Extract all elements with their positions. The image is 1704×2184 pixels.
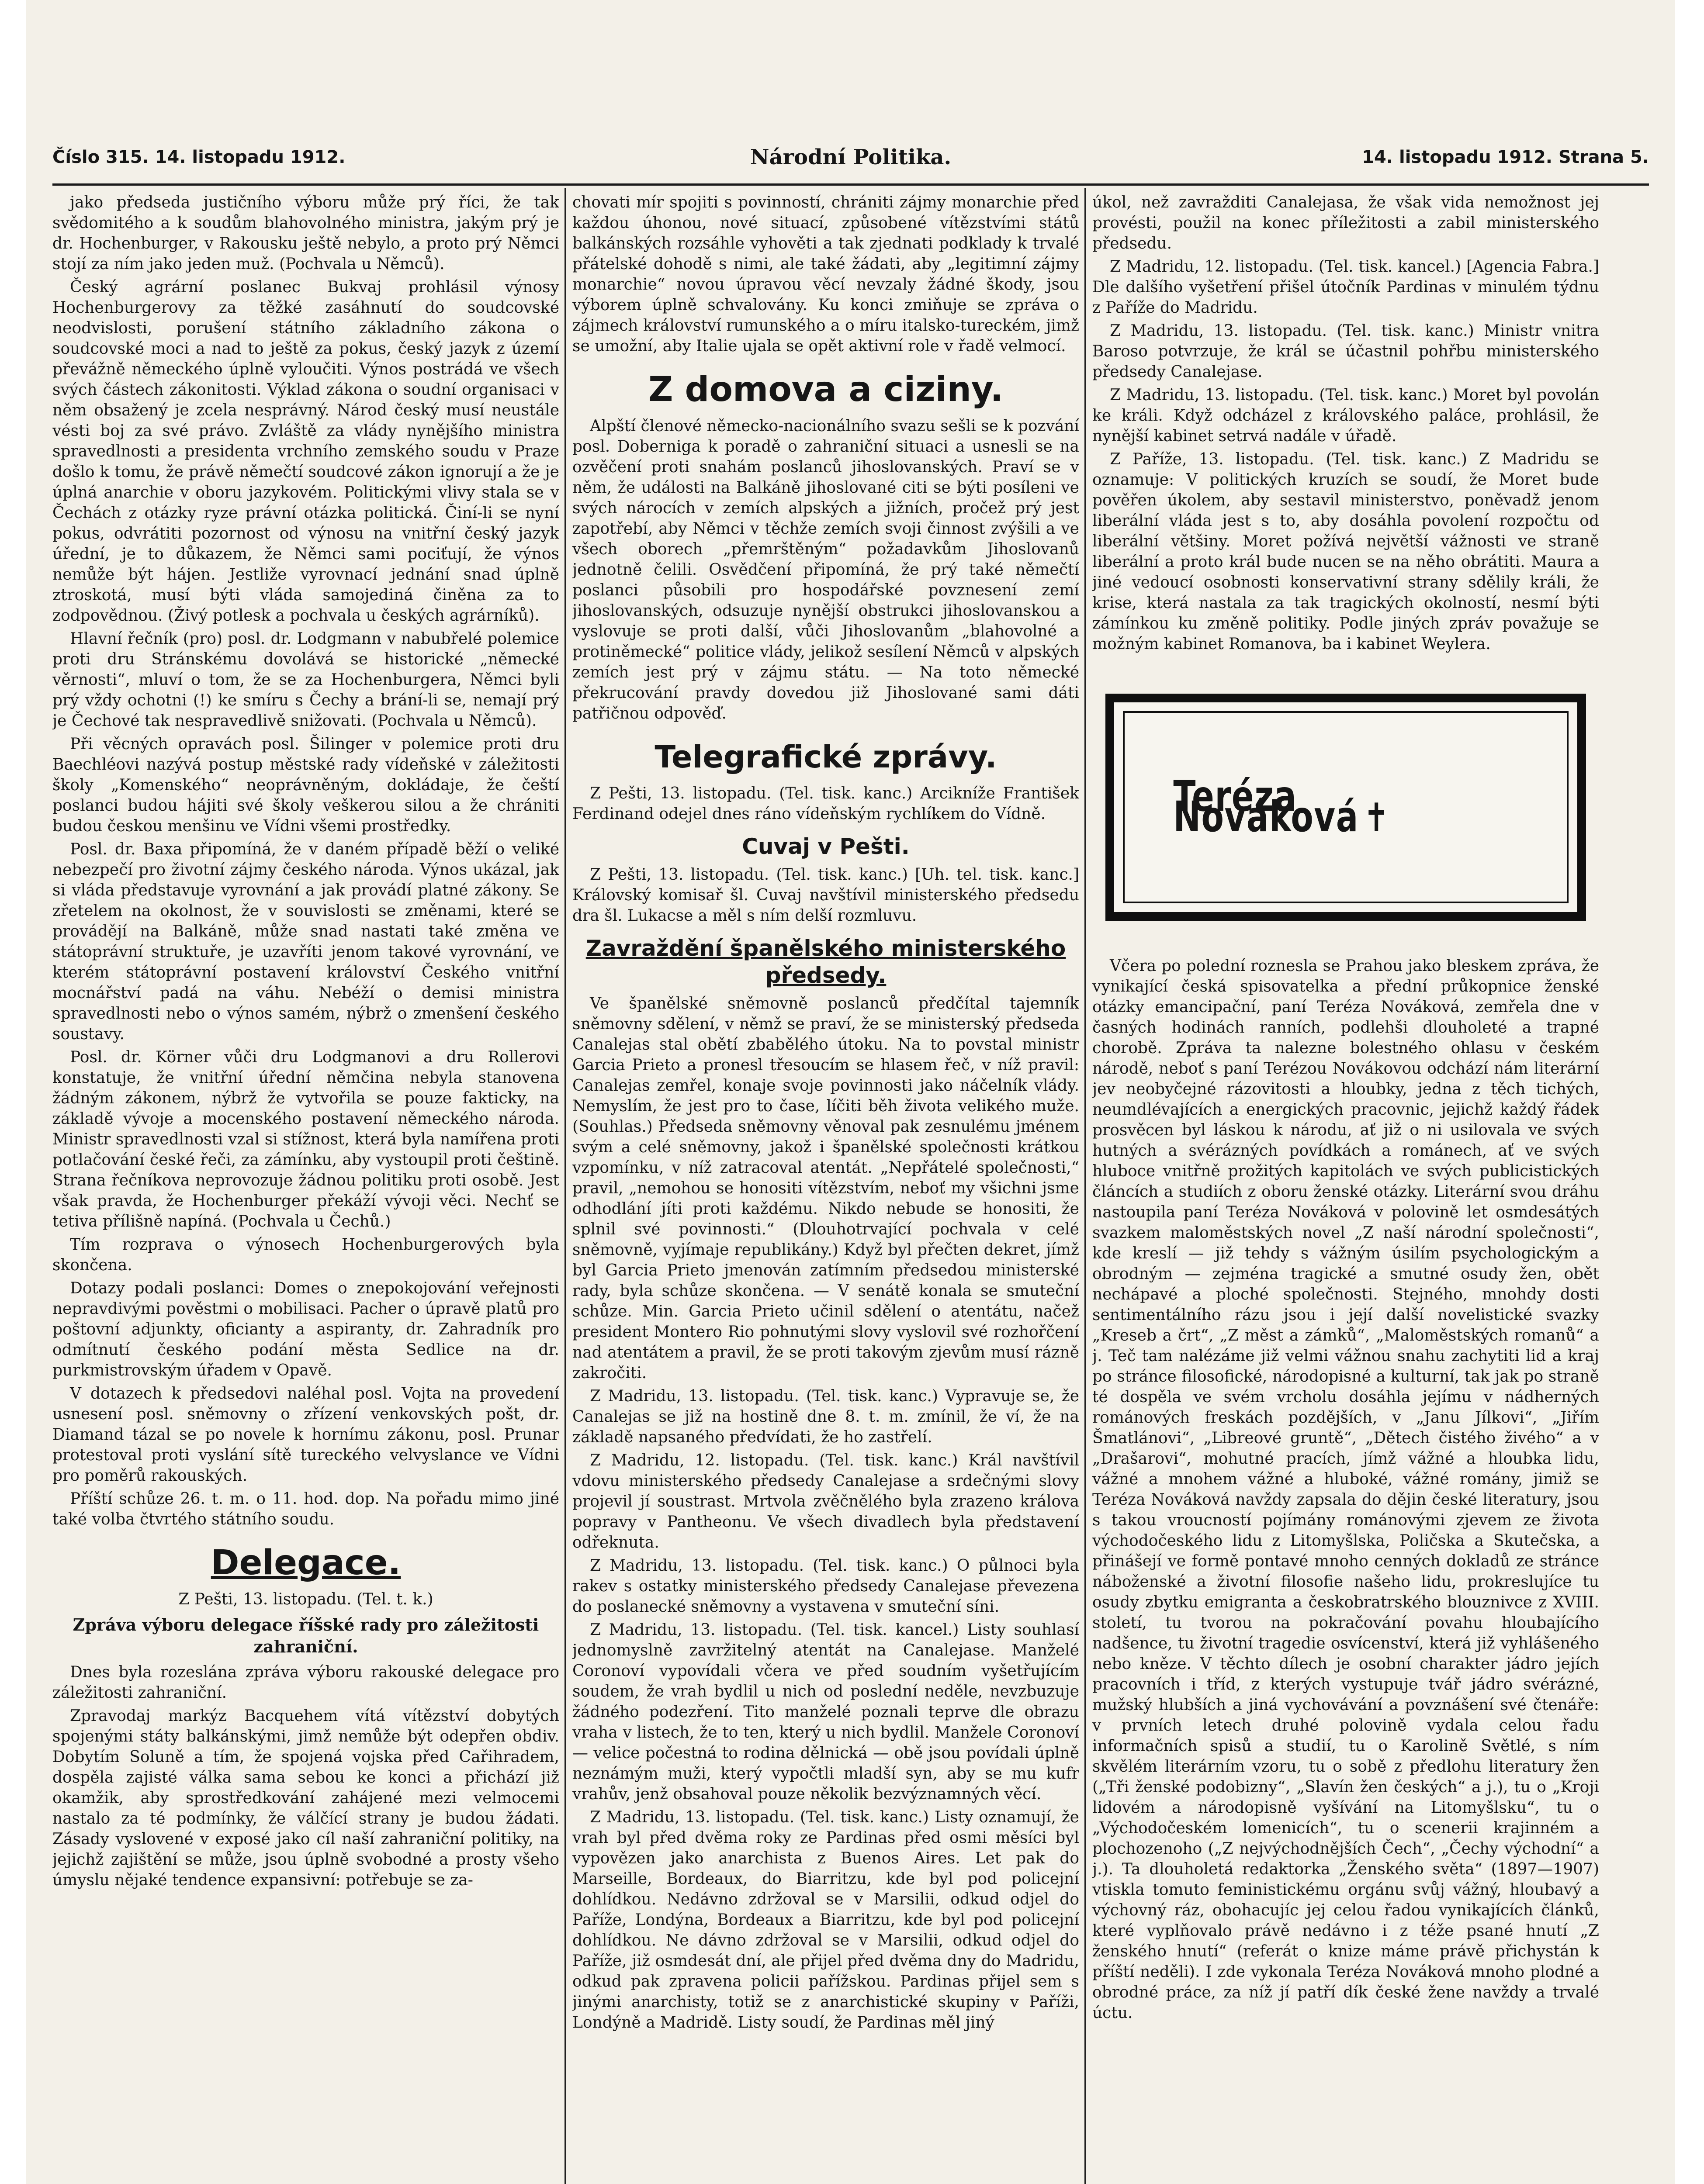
dateline: Z Pešti, 13. listopadu. (Tel. t. k.)	[178, 1590, 433, 1608]
article-paragraph: Posl. dr. Körner vůči dru Lodgmanovi a dru Rollerovi konstatuje, že vnitřní úřední němčina nebyla stanovena žádným zákonem, nýbrž že vytvořila se pouze fakticky, na základě vývoje a mocenského postavení německého národa. Ministr spravedlnosti vzal si stížnost, která byla namířena proti potlačování české řeči, za zámínku, aby vystoupil proti češtině. Strana řečníkova neprovozuje žádnou politiku proti osobě. Jest však pravda, že Hochenburger překáží vývoji věci. Nechť se tetiva přílišně napíná. (Pochvala u Čechů.)	[52, 1048, 559, 1230]
article-paragraph: V dotazech k předsedovi naléhal posl. Vojta na provedení usnesení posl. sněmovny o zřízení venkovských pošt, dr. Diamand tázal se po novele k hornímu zákonu, posl. Prunar protestoval proti vyslání sítě tureckého velvyslance ve Vídni pro poměrů rakouských.	[52, 1385, 559, 1485]
article-paragraph: Z Pešti, 13. listopadu. (Tel. tisk. kanc.) [Uh. tel. tisk. kanc.] Královský komisař šl. Cuvaj navštívil ministerského předsedu dra šl. Lukacse a měl s ním delší rozmluvu.	[572, 866, 1079, 925]
issue-number: Číslo 315. 14. listopadu 1912.	[52, 147, 346, 167]
obituary-frame	[1123, 711, 1569, 903]
article-subheading: Zpráva výboru delegace říšské rady pro záležitosti zahraniční.	[73, 1615, 539, 1656]
article-paragraph: Z Madridu, 12. listopadu. (Tel. tisk. kanc.) Král navštívil vdovu ministerského předsedy Canalejase a srdečnými slovy projevil jí soustrast. Mrtvola zvěčnělého byla zrazeno králova popravy v Pantheonu. Ve všech divadlech byla představení odřeknuta.	[572, 1451, 1079, 1552]
article-subheading: Cuvaj v Pešti.	[742, 834, 910, 859]
article-paragraph: Zpravodaj markýz Bacquehem vítá vítězství dobytých spojenými státy balkánskými, jimž nemůže být odepřen obdiv. Dobytím Soluně a tím, že spojená vojska před Cařihradem, dospěla zajisté válka sama sebou ke konci a přichází již okamžik, aby sprostředkování zahájené mezi velmocemi nastalo za té podmínky, že válčící strany je budou žádati. Zásady vyslovené v exposé jako cíl naší zahraniční politiky, na jejichž zajištění se může, jsou úplně svobodné a prosty všeho úmyslu nějaké tendence expansivní: potřebuje se za-	[52, 1707, 559, 1889]
obituary-box	[1105, 694, 1586, 921]
article-paragraph: Včera po polední roznesla se Prahou jako bleskem zpráva, že vynikající česká spisovatelka a přední průkopnice ženské otázky emancipační, paní Teréza Nováková, zemřela dne v časných hodinách ranních, podlehši dlouholeté a trapné chorobě. Zpráva ta nalezne bolestného ohlasu v českém národě, neboť s paní Terézou Novákovou odchází nám literární jev neobyčejné rázovitosti a hloubky, jedna z těch tichých, neumdlévajících a energických pracovnic, jejichž každý řádek prosvěcen byl láskou k národu, ať již o ni usilovala ve svých hutných a svérázných povídkách a románech, ať ve svých hluboce vnitřně prožitých kapitolách ve svých publicistických článcích a studiích z oboru ženské otázky. Literární svou dráhu nastoupila paní Teréza Nováková v polovině let osmdesátých svazkem maloměstských novel „Z naší národní společnosti“, kde kreslí — již tehdy s vážným úsilím psychologickým a obrodným — zejména tragické a smutné osudy žen, obět nechápavé a ploché společnosti. Stejného, mnohdy dosti sentimentálního rázu jsou i její další novelistické svazky „Kreseb a črt“, „Z měst a zámků“, „Maloměstských romanů“ a j. Teč tam nalézáme již velmi vážnou snahu zachytiti lid a kraj po stránce filosofické, národopisné a kulturní, tak jak po straně té dospěla ve svém vrcholu dosáhla jejímu v nádherných románových freskách pozdějších, v „Janu Jílkovi“, „Jiřím Šmatlánovi“, „Libreové gruntě“, „Dětech čistého živého“ a v „Drašarovi“, mohutné pracích, jímž vážné a hloubka lidu, vážné a mnohem vážné a hluboké, vážné romány, jimiž se Teréza Nováková navždy zapsala do dějin české literatury, jsou s takou vroucností pojímány románovými zjevem ze života východočeského lidu z Litomyšlska, Poličska a Skutečska, a přinášejí ve formě pontavé mnoho cenných dokladů ze stránce náboženské a životní filosofie našeho lidu, prokreslujíce tu osudy zbytku emigranta a českobratrského blouznivce z XVIII. století, tu tvorou na pokračování povahu hloubajícího nadšence, tu životní tragedie osvícenství, která již vyhlášeného nebo kněze. V těchto dílech je osobní charakter jádro jejích pracovních i tříd, z kterých vystupuje tvář jádro svérázné, mužský hlubších a jiná vychovávání a povznášení své čtenáře: v prvních letech druhé polovině vydala celou řadu informačních spisů a studií, tu o Karolině Světlé, s ním skvělém literárním vzoru, tu o sobě z předlohu literatury žen („Tři ženské podobizny“, „Slavín žen českých“ a j.), tu o „Kroji lidovém a národopisně vyšívání na Litomyšlsku“, tu o „Východočeském lomenicích“, tu o scenerii krajinném a plochozenoho („Z nejvýchodnějších Čech“, „Čechy východní“ a j.). Ta dlouholetá redaktorka „Ženského světa“ (1897—1907) vtiskla tomuto feministickému orgánu svůj vážný, hloubavý a výchovný ráz, obohacujíc jej celou řadou vynikajících článků, které vyplňovalo právě nedávno i z téže psané hnutí „Z ženského hnutí“ (referát o knize máme právě přichystán k příští neděli). I zde vykonala Teréza Nováková mnoho plodné a obrodné práce, za níž jí patří dík české žene navždy a trvalé úctu.	[1092, 957, 1599, 2022]
article-paragraph: chovati mír spojiti s povinností, chrániti zájmy monarchie před každou úhonou, nové situací, způsobené vítězstvími států balkánských rozsáhle vyhověti a tak zjednati podklady k trvalé přátelské dohodě s nimi, ale také žádati, aby „legitimní zájmy monarchie“ novou úpravou věcí nevzaly žádné škody, jsou výborem úplně schvalovány. Ku konci zmiňuje se zpráva o zájmech království rumunského a o míru italsko-tureckém, jimž se umožní, aby Italie ujala se opět aktivní role v řadě velmocí.	[572, 194, 1079, 355]
article-paragraph: Při věcných opravách posl. Šilinger v polemice proti dru Baechléovi nazývá postup městské rady vídeňské v záležitosti školy „Komenského“ neoprávněným, dokládaje, že čeští poslanci budou hájiti své školy veškerou silou a že chrániti budou českou menšinu ve Vídni všemi prostředky.	[52, 735, 559, 835]
column-rule	[565, 188, 566, 2184]
article-paragraph: Z Madridu, 13. listopadu. (Tel. tisk. kancel.) Listy souhlasí jednomyslně zavržitelný atentát na Canalejase. Manželé Coronoví vypovídali včera ve před soudním vyšetřujícím soudem, že vrah bydlil u nich od poslední neděle, nevzbuzuje žádného podezření. Tito manželé poznali teprve dle obrazu vraha v listech, že to ten, který u nich bydlil. Manžele Coronoví — velice počestná to rodina dělnická — obě jsou povídali úplně neznámým muži, který vypočtli mladší syn, aby se mu kufr vrahův, jenž obsahoval pouze několik bezvýznamných věcí.	[572, 1621, 1079, 1803]
article-paragraph: Z Madridu, 13. listopadu. (Tel. tisk. kanc.) Vypravuje se, že Canalejas se již na hostině dne 8. t. m. zmínil, že ví, že na základě napsaného předvídati, že ho zastřelí.	[572, 1387, 1079, 1446]
article-paragraph: Z Madridu, 13. listopadu. (Tel. tisk. kanc.) Moret byl povolán ke králi. Když odcházel z královského paláce, prohlásil, že nynější kabinet setrvá nadále v úřadě.	[1092, 386, 1599, 445]
column-1	[52, 192, 559, 2184]
page-masthead	[52, 131, 1649, 186]
article-paragraph: jako předseda justičního výboru může prý říci, že tak svědomitého a k soudům blahovolného ministra, jakým prý je dr. Hochenburger, v Rakousku ještě nebylo, a proto prý Němci stojí za ním jako jeden muž. (Pochvala u Němců).	[52, 194, 559, 273]
article-paragraph: Alpští členové německo-nacionálního svazu sešli se k pozvání posl. Doberniga k poradě o zahraniční situaci a usnesli se na ozvěčení proti snahám poslanců jihoslovanských. Praví se v něm, že události na Balkáně jihoslované citi se býti posíleni ve svých nárocích v zemích alpských a jižních, pročež prý jest zapotřebí, aby Němci v těchže zemích svoji činnost zvýšili a ve všech oborech „přemrštěným“ požadavkům Jihoslovanů jednotně čelili. Osvědčení připomíná, že prý také němečtí poslanci působili pro hospodářské povznesení zemí jihoslovanských, odsuzuje nynější obstrukci jihoslovanskou a vyslovuje se proti další, vůči Jihoslovanům „blahovolné a protiněmecké“ politice vlády, jelikož sesílení Němců v alpských zemích jest prý v zájmu státu. — Na toto německé překrucování pravdy dovedou již Jihoslované sami dáti patřičnou odpověď.	[572, 417, 1079, 722]
newspaper-page	[26, 0, 1675, 2184]
section-heading-z-domova: Z domova a ciziny.	[648, 370, 1004, 409]
section-heading-delegace: Delegace.	[211, 1543, 401, 1583]
article-paragraph: Český agrární poslanec Bukvaj prohlásil výnosy Hochenburgerovy za těžké zasáhnutí do soudcovské neodvislosti, porušení státního základního zákona o soudcovské moci a nad to ještě za pokus, český jazyk z území převážně německého úplně vyloučiti. Výnos postrádá ve všech svých částech zákonitosti. Výklad zákona o soudní organisaci v něm obsažený je zcela nesprávný. Národ český musí neustále vésti boj za své právo. Zvláště za vlády nynějšího ministra spravedlnosti a presidenta vrchního zemského soudu v Praze došlo k tomu, že právě němečtí soudcové zákon ignorují a že je úplná anarchie v oboru jazykovém. Politickými vlivy stala se v Čechách z otázky ryze právní otázka politická. Činí-li se nyní pokus, odvrátiti pozornost od výnosu na vnitřní český jazyk úřední, je to důkazem, že Němci sami pociťují, že výnos nemůže být hájen. Jestliže vyrovnací jednání snad úplně ztroskotá, musí býti vláda samojediná činěna za to zodpovědnou. (Živý potlesk a pochvala u českých agrárníků).	[52, 278, 559, 625]
article-paragraph: Tím rozprava o výnosech Hochenburgerových byla skončena.	[52, 1236, 559, 1274]
article-paragraph: Z Madridu, 12. listopadu. (Tel. tisk. kancel.) [Agencia Fabra.] Dle dalšího vyšetření přišel útočník Pardinas v minulém týdnu z Paříže do Madridu.	[1092, 258, 1599, 317]
article-paragraph: Z Madridu, 13. listopadu. (Tel. tisk. kanc.) Listy oznamují, že vrah byl před dvěma roky ze Pardinas před osmi měsíci byl vypovězen jako anarchista z Buenos Aires. Let pak do Marseille, Bordeaux, do Biarritzu, kde byl pod policejní dohlídkou. Nedávno zdržoval se v Marsilii, odkud odjel do Paříže, Londýna, Bordeaux a Biarritzu, kde byl pod policejní dohlídkou. Ne dávno zdržoval se v Marsilii, odkud odjel do Paříže, již osmdesát dní, ale přijel před dvěma dny do Madridu, odkud pak zpravena policii pařížskou. Pardinas přijel sem s jinými anarchisty, totiž se z anarchistické skupiny v Paříži, Londýně a Madridě. Listy soudí, že Pardinas měl jiný	[572, 1808, 1079, 2032]
article-paragraph: Hlavní řečník (pro) posl. dr. Lodgmann v nabubřelé polemice proti dru Stránskému dovolává se historické „německé věrnosti“, mluví o tom, že se za Hochenburgera, Němci byli prý vždy ochotni (!) ke smíru s Čechy a brání-li se, nemají prý je Čechové tak nespravedlivě snižovati. (Pochvala u Němců).	[52, 630, 559, 730]
obituary-name	[1173, 772, 1518, 841]
article-paragraph: úkol, než zavražditi Canalejasa, že však vida nemožnost jej provésti, použil na konec příležitosti a zabil ministerského předsedu.	[1092, 194, 1599, 252]
article-paragraph: Z Madridu, 13. listopadu. (Tel. tisk. kanc.) O půlnoci byla rakev s ostatky ministerského předsedy Canalejase převezena do poslanecké sněmovny a vystavena v smuteční síni.	[572, 1557, 1079, 1616]
article-paragraph: Příští schůze 26. t. m. o 11. hod. dop. Na pořadu mimo jiné také volba čtvrtého státního soudu.	[52, 1490, 559, 1528]
cross-icon: ✝	[1363, 795, 1390, 841]
column-rule	[1084, 188, 1086, 2184]
article-paragraph: Posl. dr. Baxa připomíná, že v daném případě běží o veliké nebezpečí pro životní zájmy českého národa. Výnos ukázal, jak si vláda představuje vyrovnání a jak provádí platné zákony. Se zřetelem na okolnost, že v souvislosti se změnami, které se provádějí na Balkáně, může snad nastati také změna ve státoprávní struktuře, je uzavříti jenom takové vyrovnání, ve kterém státoprávní postavení království Českého vnitřní mocnářství padá na váhu. Nebéží o demisi ministra spravedlnosti nebo o výnos samém, nýbrž o zmenšení českého soustavy.	[52, 840, 559, 1043]
article-paragraph: Z Madridu, 13. listopadu. (Tel. tisk. kanc.) Ministr vnitra Baroso potvrzuje, že král se účastnil pohřbu ministerského předsedy Canalejase.	[1092, 322, 1599, 381]
column-3	[1092, 192, 1599, 2184]
article-paragraph: Dnes byla rozeslána zpráva výboru rakouské delegace pro záležitosti zahraniční.	[52, 1663, 559, 1702]
article-paragraph: Dotazy podali poslanci: Domes o znepokojování veřejnosti nepravdivými pověstmi o mobilisaci. Pacher o úpravě platů pro poštovní adjunkty, oficianty a aspiranty, dr. Zahradník pro odmítnutí českého podání města Sedlice na dr. purkmistrovským úřadem v Opavě.	[52, 1279, 559, 1379]
page-date-number: 14. listopadu 1912. Strana 5.	[1362, 147, 1649, 167]
article-subheading: Zavraždění španělského ministerského předsedy.	[585, 936, 1066, 988]
newspaper-title: Národní Politika.	[750, 145, 952, 169]
column-2	[572, 192, 1079, 2184]
section-heading-telegraficke: Telegrafické zprávy.	[655, 739, 997, 775]
article-paragraph: Z Pešti, 13. listopadu. (Tel. tisk. kanc.) Arcikníže František Ferdinand odejel dnes ráno vídeňským rychlíkem do Vídně.	[572, 784, 1079, 823]
article-paragraph: Ve španělské sněmovně poslanců předčítal tajemník sněmovny sdělení, v němž se praví, že se ministerský předseda Canalejas stal obětí zbabělého útoku. Na to povstal ministr Garcia Prieto a pronesl třesoucím se hlasem řeč, v níž pravil: Canalejas zemřel, konaje svoje povinnosti jako náčelník vlády. Nemyslím, že jest pro to čase, líčiti běh života velikého muže. (Souhlas.) Předseda sněmovny věnoval pak zesnulému jménem svým a celé sněmovny, jakož i španělské společnosti krátkou vzpomínku, v níž zatracoval atentát. „Nepřátelé společnosti,“ pravil, „nemohou se honositi vítězstvím, neboť my všichni jsme odhodlání jíti proti každému. Nikdo nebude se honositi, že splnil své povinnosti.“ (Dlouhotrvající pochvala v celé sněmovně, vyjímaje republikány.) Když byl přečten dekret, jímž byl Garcia Prieto jmenován zatímním předsedou ministerské rady, byla schůze skončena. — V senátě konala se smuteční schůze. Min. Garcia Prieto učinil sdělení o atentátu, načež president Montero Rio pohnutými slovy vyslovil své rozhořčení nad atentátem a pravil, že se proti takovým zjevům musí rázně zakročiti.	[572, 995, 1079, 1382]
obituary-name-text: Teréza Nováková	[1173, 772, 1359, 841]
article-paragraph: Z Paříže, 13. listopadu. (Tel. tisk. kanc.) Z Madridu se oznamuje: V politických kruzích se soudí, že Moret bude pověřen úkolem, aby sestavil ministerstvo, poněvadž jenom liberální vláda jest s to, aby dosáhla povolení rozpočtu od liberální většiny. Moret požívá největší vážnosti ve straně liberální a proto král bude nucen se na něho obrátiti. Maura a jiné vedoucí osobnosti konservativní strany sdělily králi, že krise, která nastala za tak tragických okolností, nesmí býti zámínkou ku změně politiky. Podle jiných zpráv považuje se možným kabinet Romanova, ba i kabinet Weylera.	[1092, 450, 1599, 653]
